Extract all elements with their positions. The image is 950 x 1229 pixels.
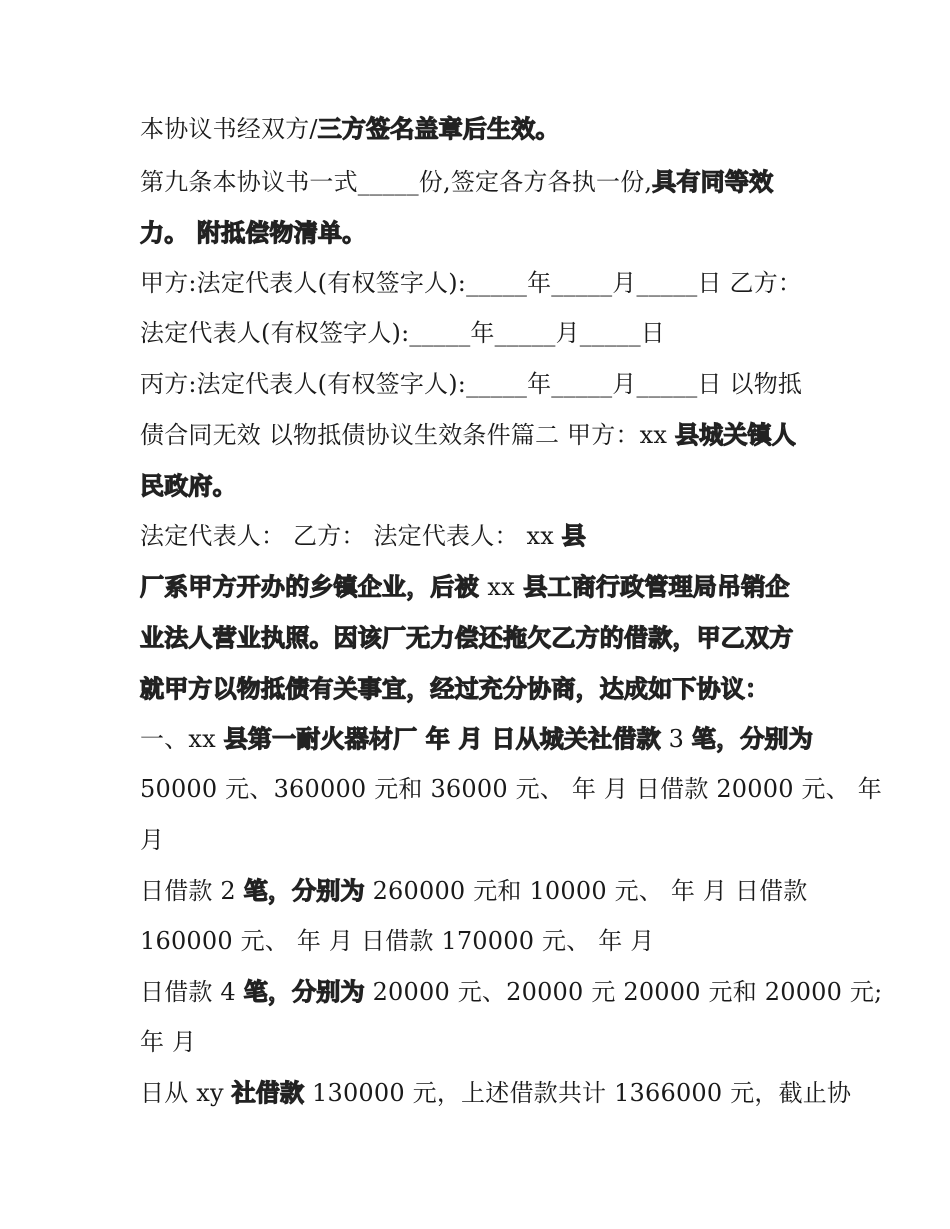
text-run: 第九条本协议书一式_____份,签定各方各执一份, [140,168,653,196]
text-run: 丙方:法定代表人(有权签字人):_____年_____月_____日 以物抵 [140,370,803,398]
text-run-outline: 民政府。 [140,471,237,500]
text-run-outline: 三方签名盖章后生效。 [317,114,560,143]
text-line [140,470,237,502]
text-line [140,217,366,249]
text-run: 年 月 [140,1028,197,1056]
text-line [140,976,882,1008]
text-run: 本协议书经双方/ [140,115,318,143]
text-line [140,773,882,805]
text-line [140,113,560,145]
text-line [140,875,808,907]
text-line [140,166,773,198]
text-line [140,317,665,349]
text-run-outline: 社借款 [231,1078,305,1107]
text-line [140,673,769,705]
text-run: 3 [660,725,692,753]
text-run: 法定代表人： 乙方： 法定代表人： xx [140,522,562,550]
text-run-outline: 就甲方以物抵债有关事宜，经过充分协商，达成如下协议： [140,674,770,703]
text-line [140,723,813,755]
text-line [140,824,164,856]
text-run: 260000 元和 10000 元、 年 月 日借款 [364,877,808,905]
text-run: 债合同无效 以物抵债协议生效条件篇二 甲方：xx [140,421,675,449]
text-run: 日借款 4 [140,978,244,1006]
text-run-outline: 厂系甲方开办的乡镇企业，后被 [140,572,488,601]
text-run-outline: 县 [561,521,586,550]
text-line [140,1026,196,1058]
text-run: 日从 xy [140,1079,232,1107]
text-line [140,925,654,957]
text-run: 日借款 2 [140,877,244,905]
text-line [140,1077,851,1109]
text-run-outline: 笔，分别为 [243,876,365,905]
text-run-outline: 县城关镇人 [674,420,796,449]
text-run-outline: 业法人营业执照。因该厂无力偿还拖欠乙方的借款，甲乙双方 [140,623,794,652]
text-run: 月 [140,826,165,854]
text-line [140,520,586,552]
text-run-outline: 具有同等效 [652,167,774,196]
text-run: 甲方:法定代表人(有权签字人):_____年_____月_____日 乙方： [140,269,803,297]
text-run-outline: 县工商行政管理局吊销企 [514,572,790,601]
text-run: xx [487,573,515,601]
text-run: 一、xx [140,725,224,753]
text-run-outline: 笔，分别为 [243,977,365,1006]
text-run: 160000 元、 年 月 日借款 170000 元、 年 月 [140,927,655,955]
text-run: 20000 元、20000 元 20000 元和 20000 元; [364,978,883,1006]
text-run-outline: 笔，分别为 [691,724,813,753]
text-run-outline: 县第一耐火器材厂 年 月 日从城关社借款 [223,724,661,753]
text-line [140,622,793,654]
text-line [140,368,802,400]
text-run: 130000 元，上述借款共计 1366000 元，截止协 [304,1079,852,1107]
text-line [140,267,802,299]
text-run-outline: 力。 附抵偿物清单。 [140,218,367,247]
text-line [140,571,790,603]
text-run: 法定代表人(有权签字人):_____年_____月_____日 [140,319,666,347]
text-run: 50000 元、360000 元和 36000 元、 年 月 日借款 20000 元、 年 [140,775,882,803]
text-line [140,419,796,451]
